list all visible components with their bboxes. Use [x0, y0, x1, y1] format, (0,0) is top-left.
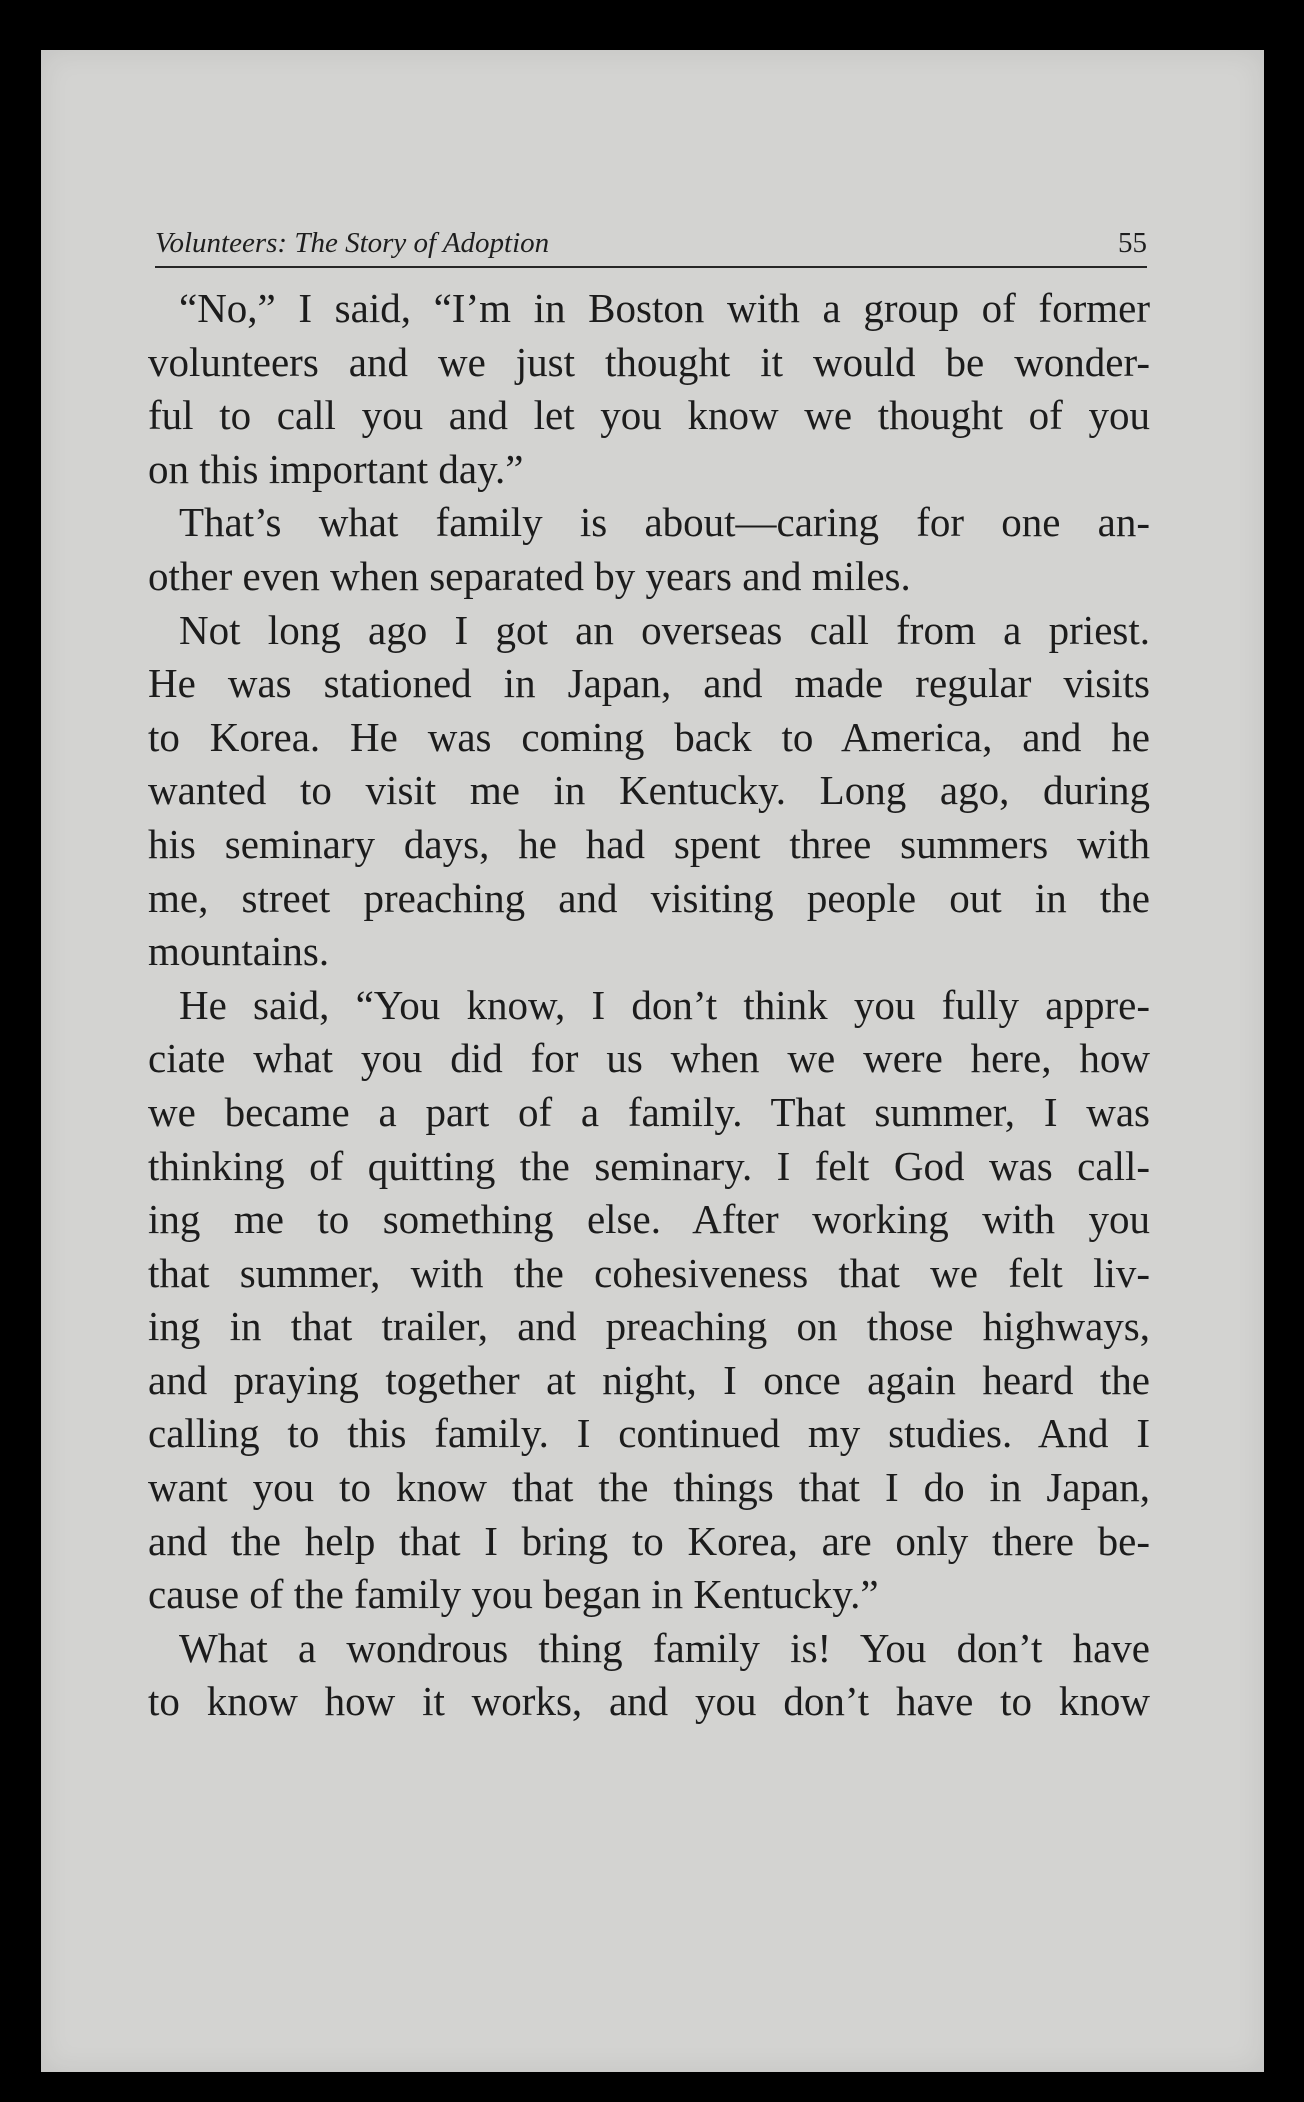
text-line: That’s what family is about—caring for one an- — [179, 499, 1150, 546]
running-head — [155, 218, 1147, 268]
text-line: Not long ago I got an overseas call from a priest. — [179, 606, 1150, 653]
text-line: “No,” I said, “I’m in Boston with a group of former — [179, 285, 1150, 331]
text-line: ciate what you did for us when we were here, how — [148, 1035, 1150, 1082]
text-line: He was stationed in Japan, and made regular visits — [148, 660, 1150, 707]
text-line: What a wondrous thing family is! You don’t have — [179, 1624, 1150, 1671]
text-line: thinking of quitting the seminary. I felt God was call- — [148, 1142, 1150, 1189]
text-line: that summer, with the cohesiveness that we felt liv- — [148, 1249, 1150, 1296]
text-line: ful to call you and let you know we thought of you — [148, 392, 1150, 439]
text-line: his seminary days, he had spent three summers with — [148, 820, 1150, 867]
text-line: ing me to something else. After working with you — [148, 1196, 1150, 1243]
text-line: wanted to visit me in Kentucky. Long ago, during — [148, 767, 1150, 814]
text-line: and praying together at night, I once again heard the — [148, 1356, 1150, 1403]
text-line: on this important day.” — [148, 445, 524, 492]
running-title: Volunteers: The Story of Adoption — [155, 227, 550, 259]
text-line: calling to this family. I continued my studies. And I — [148, 1410, 1150, 1457]
text-line: mountains. — [148, 928, 330, 975]
body-text — [148, 282, 1150, 1729]
text-line: and the help that I bring to Korea, are only there be- — [148, 1517, 1150, 1564]
text-line: cause of the family you began in Kentucky.” — [148, 1571, 879, 1618]
text-line: to Korea. He was coming back to America, and he — [148, 713, 1150, 760]
text-line: volunteers and we just thought it would be wonder- — [148, 338, 1150, 385]
text-line: other even when separated by years and miles. — [148, 552, 911, 599]
text-line: ing in that trailer, and preaching on those highways, — [148, 1303, 1150, 1350]
text-line: me, street preaching and visiting people out in the — [148, 874, 1150, 921]
text-line: want you to know that the things that I do in Japan, — [148, 1464, 1150, 1511]
page-number: 55 — [1118, 227, 1147, 259]
text-line: He said, “You know, I don’t think you fully appre- — [179, 981, 1150, 1028]
text-line: we became a part of a family. That summer, I was — [148, 1088, 1150, 1135]
text-line: to know how it works, and you don’t have to know — [148, 1678, 1150, 1725]
